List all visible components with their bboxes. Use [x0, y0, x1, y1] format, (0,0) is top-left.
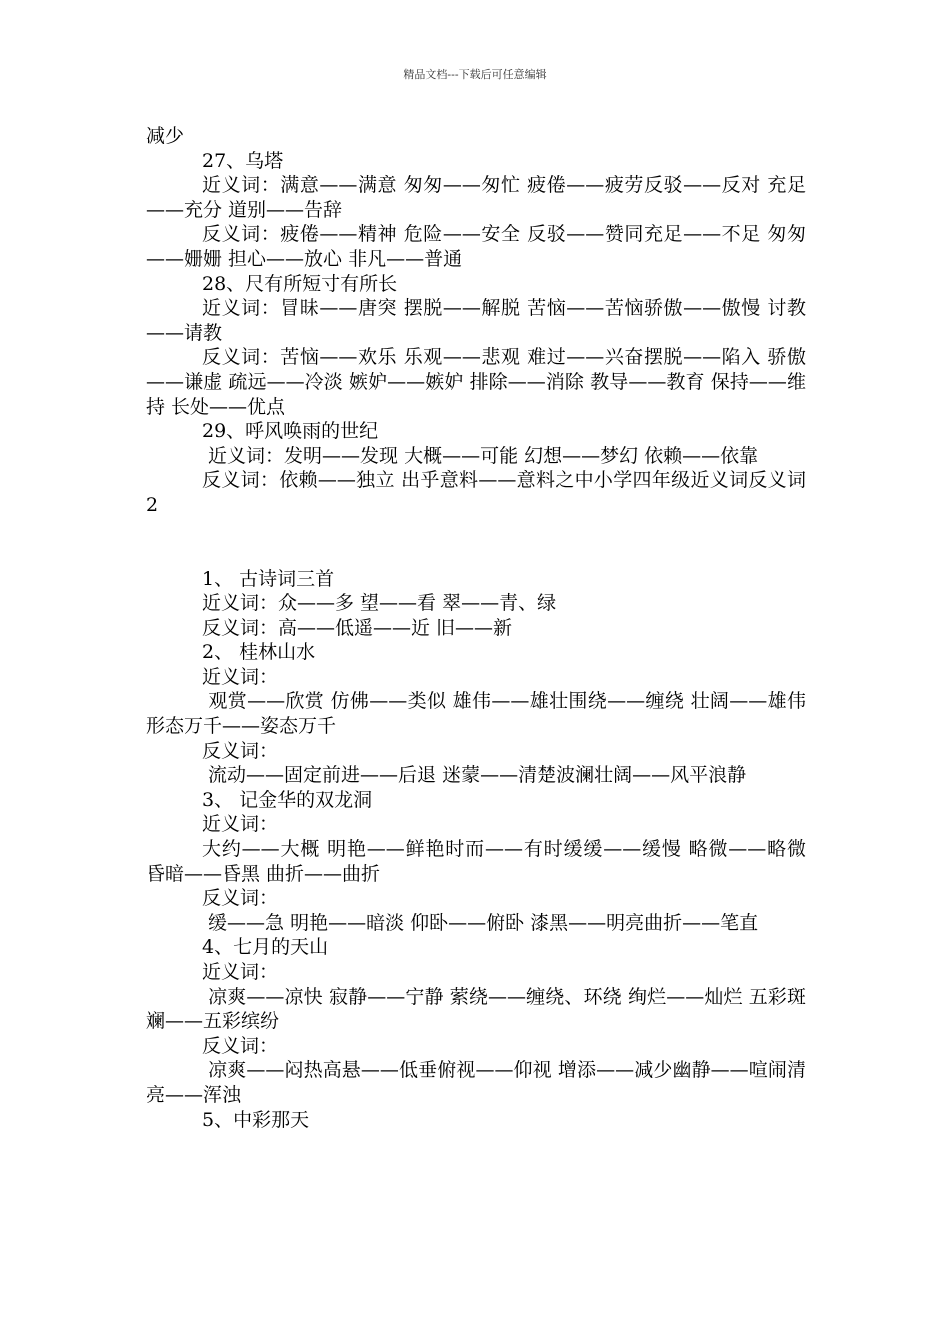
antonyms-line: 反义词：高——低遥——近 旧——新	[202, 616, 513, 639]
lesson-title: 28、尺有所短寸有所长	[202, 272, 398, 295]
antonyms-line: 凉爽——闷热高悬——低垂俯视——仰视 增添——减少幽静——喧闹清亮——浑浊	[146, 1059, 806, 1106]
antonyms-line: 反义词：依赖——独立 出乎意料——意料之中小学四年级近义词反义词2	[146, 469, 806, 516]
synonyms-line: 近义词：众——多 望——看 翠——青、绿	[202, 592, 557, 615]
section-gap	[146, 518, 806, 567]
antonyms-label: 反义词：	[202, 887, 279, 910]
synonyms-label: 近义词：	[202, 665, 279, 688]
antonyms-line: 缓——急 明艳——暗淡 仰卧——俯卧 漆黑——明亮曲折——笔直	[202, 911, 759, 934]
synonyms-line: 近义词：冒昧——唐突 摆脱——解脱 苦恼——苦恼骄傲——傲慢 讨教——请教	[146, 297, 806, 344]
synonyms-label: 近义词：	[202, 813, 279, 836]
synonyms-line: 凉爽——凉快 寂静——宁静 萦绕——缠绕、环绕 绚烂——灿烂 五彩斑斓——五彩缤纷	[146, 985, 806, 1033]
lesson-title: 2、 桂林山水	[202, 641, 316, 664]
antonyms-label: 反义词：	[202, 739, 279, 762]
lesson-title: 5、中彩那天	[202, 1108, 310, 1131]
page-header: 精品文档---下载后可任意编辑	[403, 68, 547, 81]
synonyms-line: 近义词：发明——发现 大概——可能 幻想——梦幻 依赖——依靠	[202, 444, 759, 467]
lesson-title: 29、呼风唤雨的世纪	[202, 420, 379, 443]
text-line: 减少	[146, 125, 185, 147]
synonyms-label: 近义词：	[202, 961, 279, 983]
antonyms-label: 反义词：	[202, 1034, 279, 1057]
antonyms-line: 反义词：疲倦——精神 危险——安全 反驳——赞同充足——不足 匆匆——姗姗 担心——放心 非凡——普通	[146, 223, 806, 270]
synonyms-line: 大约——大概 明艳——鲜艳时而——有时缓缓——缓慢 略微——略微 昏暗——昏黑 曲折——曲折	[146, 838, 813, 885]
lesson-title: 3、 记金华的双龙洞	[202, 788, 373, 811]
lesson-title: 1、 古诗词三首	[202, 567, 335, 590]
antonyms-line: 流动——固定前进——后退 迷蒙——清楚波澜壮阔——风平浪静	[202, 764, 747, 787]
synonyms-line: 近义词：满意——满意 匆匆——匆忙 疲倦——疲劳反驳——反对 充足——充分 道别——告辞	[146, 174, 806, 221]
synonyms-line: 观赏——欣赏 仿佛——类似 雄伟——雄壮围绕——缠绕 壮阔——雄伟 形态万千——姿态万千	[146, 690, 813, 738]
lesson-title: 27、乌塔	[202, 149, 284, 172]
lesson-title: 4、七月的天山	[202, 936, 329, 959]
antonyms-line: 反义词：苦恼——欢乐 乐观——悲观 难过——兴奋摆脱——陷入 骄傲——谦虚 疏远——冷淡 嫉妒——嫉妒 排除——消除 教导——教育 保持——维持 长处——优点	[146, 346, 806, 418]
document-body	[146, 124, 813, 1132]
